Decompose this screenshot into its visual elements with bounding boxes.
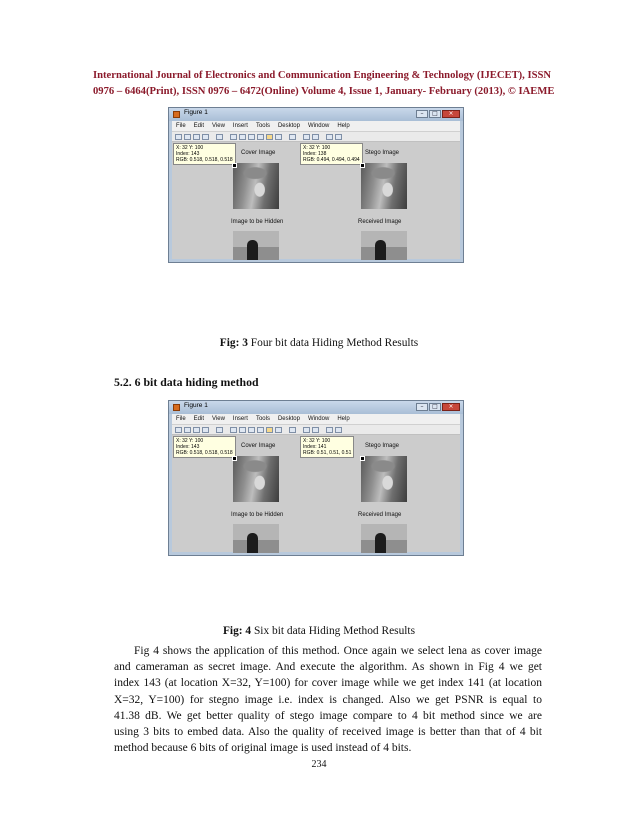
- data-cursor-icon[interactable]: [266, 134, 273, 140]
- hidden-image-title: Image to be Hidden: [231, 219, 284, 225]
- tip-index: Index: 143: [176, 151, 200, 157]
- received-image-title: Received Image: [358, 219, 402, 225]
- stego-image: [361, 456, 407, 502]
- header-line-2: 0976 – 6464(Print), ISSN 0976 – 6472(Online) Volume 4, Issue 1, January- February (2013), © IAEME: [93, 86, 555, 97]
- tip-index: Index: 143: [176, 444, 200, 450]
- data-point-marker: [360, 163, 365, 168]
- stego-image-title: Stego Image: [365, 150, 400, 156]
- received-image: [361, 231, 407, 260]
- tip-rgb: RGB: 0.518, 0.518, 0.518: [176, 450, 233, 456]
- close-button[interactable]: ×: [442, 110, 460, 118]
- menu-desktop[interactable]: Desktop: [277, 123, 300, 129]
- cover-image: [233, 163, 279, 209]
- hide-tools-icon[interactable]: [326, 427, 333, 433]
- maximize-button[interactable]: □: [429, 110, 441, 118]
- paragraph-line: index 143 (at location X=32, Y=100) for cover image while we get index 141 (at location: [114, 677, 542, 690]
- menu-insert[interactable]: Insert: [232, 416, 248, 422]
- hidden-image: [233, 231, 279, 260]
- tip-xy: X: 32 Y: 100: [176, 438, 204, 444]
- received-image-title: Received Image: [358, 512, 402, 518]
- save-icon[interactable]: [193, 427, 200, 433]
- stego-image-title: Stego Image: [365, 443, 400, 449]
- menu-insert[interactable]: Insert: [232, 123, 248, 129]
- open-file-icon[interactable]: [184, 134, 191, 140]
- close-button[interactable]: ×: [442, 403, 460, 411]
- menu-bar: [172, 121, 460, 131]
- figure-caption-3: [0, 337, 638, 349]
- legend-icon[interactable]: [312, 134, 319, 140]
- pan-icon[interactable]: [248, 134, 255, 140]
- data-point-marker: [232, 163, 237, 168]
- journal-header: [93, 68, 555, 100]
- brush-icon[interactable]: [275, 134, 282, 140]
- menu-desktop[interactable]: Desktop: [277, 416, 300, 422]
- figure-canvas: [172, 435, 460, 552]
- hidden-image: [233, 524, 279, 553]
- caption-text: Four bit data Hiding Method Results: [247, 337, 419, 349]
- cover-image: [233, 456, 279, 502]
- menu-help[interactable]: Help: [337, 123, 350, 129]
- rotate-icon[interactable]: [257, 134, 264, 140]
- title-bar: [169, 401, 463, 414]
- maximize-button[interactable]: □: [429, 403, 441, 411]
- zoom-out-icon[interactable]: [239, 427, 246, 433]
- paragraph-line: method because 6 bits of original image is used instead of 4 bits.: [114, 742, 412, 755]
- figure-canvas: [172, 142, 460, 259]
- toolbar: [172, 424, 460, 435]
- link-icon[interactable]: [289, 134, 296, 140]
- colorbar-icon[interactable]: [303, 134, 310, 140]
- pan-icon[interactable]: [248, 427, 255, 433]
- caption-text: Six bit data Hiding Method Results: [251, 625, 416, 637]
- tip-xy: X: 32 Y: 100: [303, 145, 331, 151]
- toolbar: [172, 131, 460, 142]
- window-title: Figure 1: [184, 402, 208, 409]
- menu-file[interactable]: File: [176, 123, 186, 129]
- menu-file[interactable]: File: [176, 416, 186, 422]
- show-tools-icon[interactable]: [335, 134, 342, 140]
- tip-rgb: RGB: 0.51, 0.51, 0.51: [303, 450, 352, 456]
- minimize-button[interactable]: –: [416, 110, 428, 118]
- matlab-icon: [173, 404, 180, 411]
- cover-image-title: Cover Image: [241, 443, 276, 449]
- caption-label: Fig: 3: [219, 337, 248, 349]
- data-tip-stego: [300, 436, 354, 458]
- print-icon[interactable]: [202, 134, 209, 140]
- data-tip-cover: [173, 143, 236, 165]
- menu-bar: [172, 414, 460, 424]
- minimize-button[interactable]: –: [416, 403, 428, 411]
- menu-view[interactable]: View: [212, 123, 225, 129]
- page-number: 234: [311, 759, 327, 770]
- menu-view[interactable]: View: [212, 416, 225, 422]
- window-title: Figure 1: [184, 109, 208, 116]
- figure-window-4: [168, 400, 464, 556]
- menu-edit[interactable]: Edit: [193, 416, 205, 422]
- stego-image: [361, 163, 407, 209]
- pointer-icon[interactable]: [216, 427, 223, 433]
- hidden-image-title: Image to be Hidden: [231, 512, 284, 518]
- tip-rgb: RGB: 0.494, 0.494, 0.494: [303, 157, 360, 163]
- show-tools-icon[interactable]: [335, 427, 342, 433]
- matlab-icon: [173, 111, 180, 118]
- menu-help[interactable]: Help: [337, 416, 350, 422]
- data-point-marker: [232, 456, 237, 461]
- menu-window[interactable]: Window: [307, 123, 330, 129]
- open-file-icon[interactable]: [184, 427, 191, 433]
- tip-xy: X: 32 Y: 100: [303, 438, 331, 444]
- paragraph-line: 41.38 dB. We get better quality of stego image compare to 4 bit method since we are: [114, 709, 542, 722]
- data-cursor-icon[interactable]: [266, 427, 273, 433]
- pointer-icon[interactable]: [216, 134, 223, 140]
- section-heading: 5.2. 6 bit data hiding method: [114, 375, 259, 389]
- header-line-1: International Journal of Electronics and Communication Engineering & Technology (IJECET), ISSN: [93, 70, 552, 81]
- title-bar: [169, 108, 463, 121]
- data-point-marker: [360, 456, 365, 461]
- legend-icon[interactable]: [312, 427, 319, 433]
- zoom-out-icon[interactable]: [239, 134, 246, 140]
- figure-caption-4: [0, 625, 638, 637]
- menu-tools[interactable]: Tools: [255, 123, 270, 129]
- body-paragraph: [114, 643, 542, 756]
- tip-xy: X: 32 Y: 100: [176, 145, 204, 151]
- paragraph-line: using 3 bits to embed data. Also the quality of received image is better than that of 4 bit: [114, 726, 542, 739]
- menu-tools[interactable]: Tools: [255, 416, 270, 422]
- figure-window-3: [168, 107, 464, 263]
- link-icon[interactable]: [289, 427, 296, 433]
- menu-window[interactable]: Window: [307, 416, 330, 422]
- menu-edit[interactable]: Edit: [193, 123, 205, 129]
- zoom-in-icon[interactable]: [230, 134, 237, 140]
- received-image: [361, 524, 407, 553]
- rotate-icon[interactable]: [257, 427, 264, 433]
- hide-tools-icon[interactable]: [326, 134, 333, 140]
- zoom-in-icon[interactable]: [230, 427, 237, 433]
- paragraph-line: Fig 4 shows the application of this method. Once again we select lena as cover image: [134, 645, 542, 657]
- paragraph-line: and cameraman as secret image. And execute the algorithm. As shown in Fig 4 we get: [114, 661, 542, 674]
- save-icon[interactable]: [193, 134, 200, 140]
- tip-index: Index: 138: [303, 151, 327, 157]
- tip-rgb: RGB: 0.518, 0.518, 0.518: [176, 157, 233, 163]
- paragraph-line: X=32, Y=100) for stegno image i.e. index is changed. Also we get PSNR is equal to: [114, 693, 542, 706]
- cover-image-title: Cover Image: [241, 150, 276, 156]
- colorbar-icon[interactable]: [303, 427, 310, 433]
- brush-icon[interactable]: [275, 427, 282, 433]
- print-icon[interactable]: [202, 427, 209, 433]
- tip-index: Index: 141: [303, 444, 327, 450]
- new-figure-icon[interactable]: [175, 134, 182, 140]
- new-figure-icon[interactable]: [175, 427, 182, 433]
- caption-label: Fig: 4: [222, 625, 252, 637]
- data-tip-stego: [300, 143, 363, 165]
- data-tip-cover: [173, 436, 236, 458]
